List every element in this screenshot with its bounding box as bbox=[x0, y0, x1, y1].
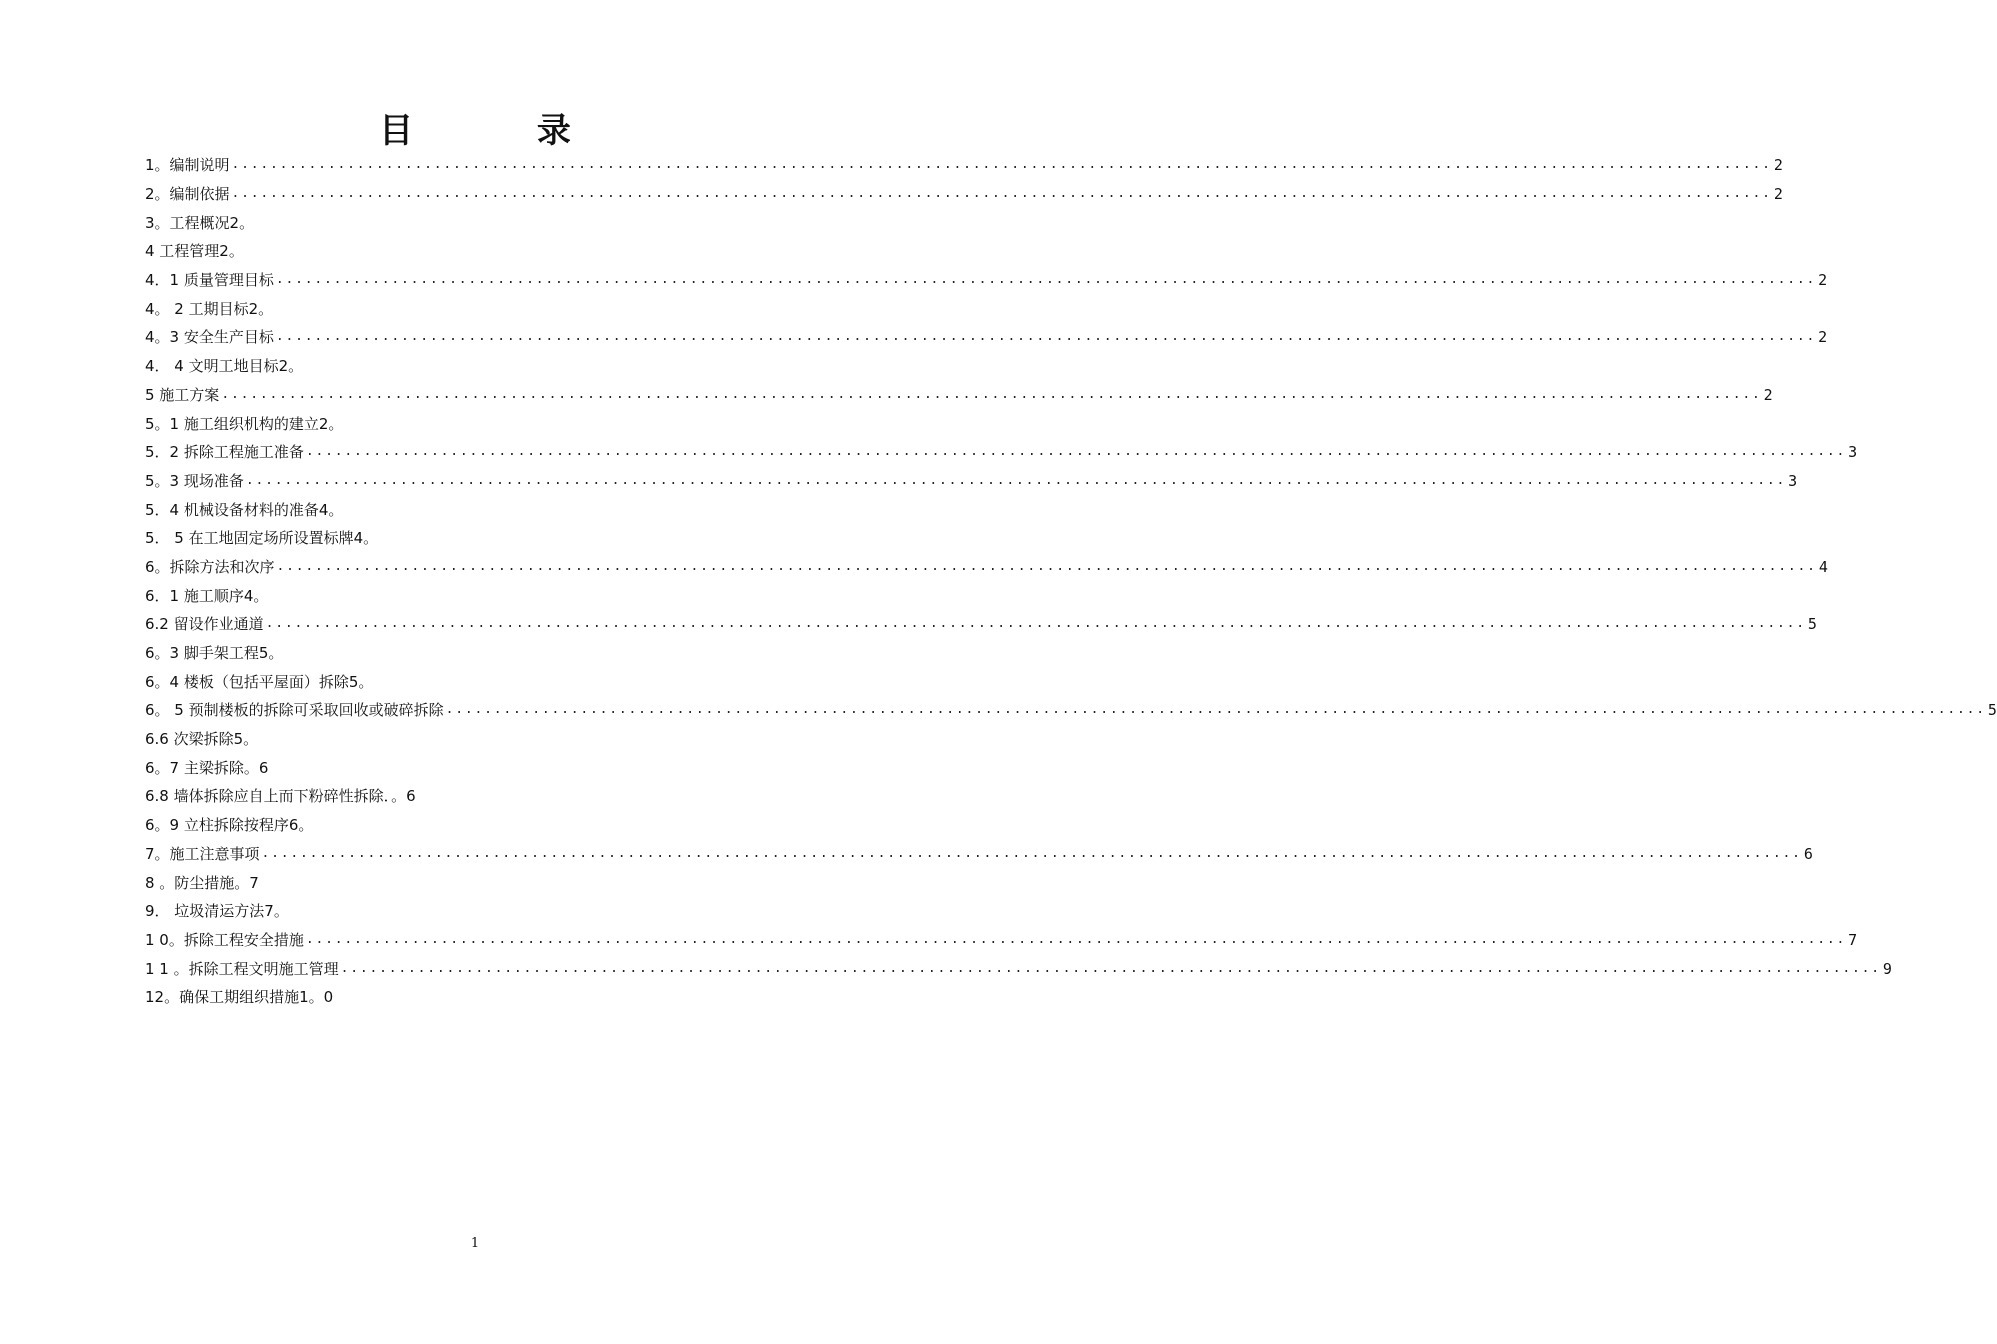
page-number: 1 bbox=[470, 1236, 480, 1251]
toc-dot-leader: ................................................................................................................................................................ bbox=[261, 845, 1802, 861]
toc-entry[interactable] bbox=[145, 467, 1798, 496]
toc-entry[interactable] bbox=[145, 381, 1773, 410]
toc-entry-label: 1 1 。拆除工程文明施工管理 bbox=[145, 959, 339, 978]
toc-entry[interactable] bbox=[145, 581, 800, 610]
toc-dot-leader: ................................................................................................................................................................ bbox=[275, 329, 1817, 345]
toc-entry-label: 1。编制说明 bbox=[145, 156, 230, 175]
toc-dot-leader: ................................................................................................................................................................ bbox=[221, 386, 1762, 402]
toc-entry-page: 5 bbox=[1987, 701, 1997, 720]
toc-entry[interactable] bbox=[145, 180, 1783, 209]
toc-entry[interactable] bbox=[145, 725, 800, 754]
toc-dot-leader: ................................................................................................................................................................ bbox=[245, 472, 1787, 488]
toc-entry[interactable] bbox=[145, 667, 800, 696]
toc-dot-leader: ................................................................................................................................................................ bbox=[340, 960, 1881, 976]
toc-entry-label: 4。 2 工期目标2。 bbox=[145, 299, 274, 318]
toc-entry-page: 2 bbox=[1773, 156, 1783, 175]
page-title: 目 录 bbox=[379, 110, 627, 151]
toc-entry[interactable] bbox=[145, 983, 800, 1012]
toc-entry[interactable] bbox=[145, 237, 800, 266]
toc-entry[interactable] bbox=[145, 897, 800, 926]
toc-entry-page: 2 bbox=[1818, 271, 1828, 290]
toc-entry[interactable] bbox=[145, 840, 1813, 869]
toc-entry-page: 3 bbox=[1788, 471, 1798, 490]
toc-entry-label: 6.8 墙体拆除应自上而下粉碎性拆除．。6 bbox=[145, 787, 416, 806]
toc-entry[interactable] bbox=[145, 208, 800, 237]
toc-entry[interactable] bbox=[145, 926, 1858, 955]
toc-entry-label: 6。4 楼板（包括平屋面）拆除5。 bbox=[145, 672, 374, 691]
toc-entry-label: 9． 垃圾清运方法7。 bbox=[145, 902, 289, 921]
toc-entry-label: 5。3 现场准备 bbox=[145, 471, 244, 490]
toc-entry[interactable] bbox=[145, 954, 1892, 983]
toc-dot-leader: ................................................................................................................................................................ bbox=[265, 616, 1806, 632]
toc-entry[interactable] bbox=[145, 753, 800, 782]
toc-entry-label: 6.6 次梁拆除5。 bbox=[145, 730, 259, 749]
table-of-contents bbox=[145, 151, 1997, 1012]
toc-entry[interactable] bbox=[145, 495, 800, 524]
toc-dot-leader: ................................................................................................................................................................ bbox=[231, 157, 1772, 173]
toc-entry[interactable] bbox=[145, 524, 800, 553]
toc-entry[interactable] bbox=[145, 553, 1828, 582]
toc-entry-label: 3。工程概况2。 bbox=[145, 213, 255, 232]
toc-entry-page: 5 bbox=[1807, 615, 1817, 634]
toc-entry-label: 6。拆除方法和次序 bbox=[145, 557, 275, 576]
toc-entry-label: 4。3 安全生产目标 bbox=[145, 328, 274, 347]
toc-entry[interactable] bbox=[145, 696, 1997, 725]
toc-entry-page: 2 bbox=[1773, 185, 1783, 204]
toc-entry[interactable] bbox=[145, 323, 1828, 352]
toc-dot-leader: ................................................................................................................................................................ bbox=[276, 558, 1817, 574]
toc-entry-label: 5．4 机械设备材料的准备4。 bbox=[145, 500, 344, 519]
toc-entry-label: 4 工程管理2。 bbox=[145, 242, 244, 261]
toc-entry-label: 5． 5 在工地固定场所设置标牌4。 bbox=[145, 529, 379, 548]
toc-dot-leader: ................................................................................................................................................................ bbox=[305, 931, 1847, 947]
toc-entry-label: 2。编制依据 bbox=[145, 185, 230, 204]
toc-entry-page: 3 bbox=[1848, 443, 1858, 462]
toc-entry[interactable] bbox=[145, 868, 800, 897]
toc-entry-label: 5．2 拆除工程施工准备 bbox=[145, 443, 304, 462]
toc-entry-label: 6。3 脚手架工程5。 bbox=[145, 644, 284, 663]
toc-entry-label: 4．1 质量管理目标 bbox=[145, 271, 274, 290]
toc-entry[interactable] bbox=[145, 151, 1783, 180]
toc-dot-leader: ................................................................................................................................................................ bbox=[275, 272, 1817, 288]
toc-entry[interactable] bbox=[145, 610, 1817, 639]
toc-entry-label: 8 。防尘措施。7 bbox=[145, 873, 259, 892]
toc-entry[interactable] bbox=[145, 438, 1858, 467]
toc-entry[interactable] bbox=[145, 294, 800, 323]
toc-entry[interactable] bbox=[145, 782, 800, 811]
toc-entry-label: 12。确保工期组织措施1。0 bbox=[145, 988, 334, 1007]
toc-entry[interactable] bbox=[145, 639, 800, 668]
toc-entry[interactable] bbox=[145, 266, 1828, 295]
toc-entry[interactable] bbox=[145, 409, 800, 438]
toc-entry-page: 6 bbox=[1803, 844, 1813, 863]
toc-entry-label: 6。9 立柱拆除按程序6。 bbox=[145, 816, 314, 835]
toc-entry-page: 9 bbox=[1882, 959, 1892, 978]
toc-entry-label: 6。 5 预制楼板的拆除可采取回收或破碎拆除 bbox=[145, 701, 444, 720]
toc-entry-label: 6．1 施工顺序4。 bbox=[145, 586, 269, 605]
toc-entry-label: 6。7 主梁拆除。6 bbox=[145, 758, 269, 777]
toc-entry-label: 4． 4 文明工地目标2。 bbox=[145, 357, 304, 376]
toc-entry[interactable] bbox=[145, 811, 800, 840]
toc-entry-label: 1 0。拆除工程安全措施 bbox=[145, 930, 304, 949]
toc-entry-label: 5 施工方案 bbox=[145, 385, 220, 404]
toc-entry-page: 7 bbox=[1848, 930, 1858, 949]
toc-entry-label: 6.2 留设作业通道 bbox=[145, 615, 264, 634]
toc-dot-leader: ................................................................................................................................................................ bbox=[445, 702, 1986, 718]
toc-dot-leader: ................................................................................................................................................................ bbox=[305, 444, 1847, 460]
toc-entry-page: 2 bbox=[1763, 385, 1773, 404]
toc-entry-page: 2 bbox=[1818, 328, 1828, 347]
toc-entry[interactable] bbox=[145, 352, 800, 381]
toc-entry-label: 7。施工注意事项 bbox=[145, 844, 260, 863]
toc-entry-page: 4 bbox=[1818, 557, 1828, 576]
toc-entry-label: 5。1 施工组织机构的建立2。 bbox=[145, 414, 344, 433]
toc-dot-leader: ................................................................................................................................................................ bbox=[231, 186, 1772, 202]
